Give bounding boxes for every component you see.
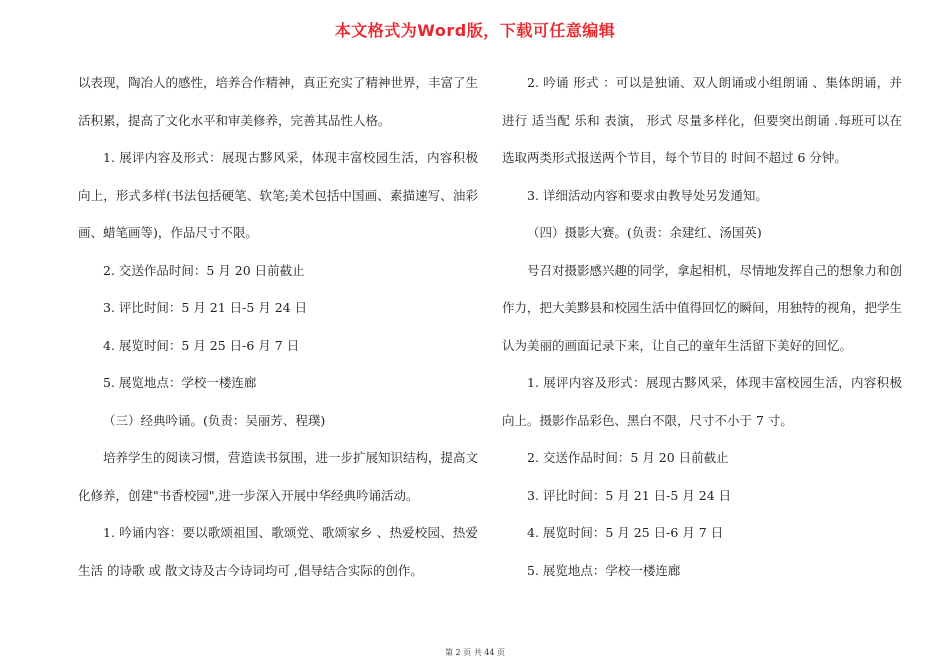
paragraph: 5. 展览地点：学校一楼连廊 — [103, 375, 257, 390]
document-banner-title: 本文格式为Word版，下载可任意编辑 — [334, 21, 616, 40]
paragraph: 培养学生的阅读习惯，营造读书氛围，进一步扩展知识结构，提高文化修养，创建"书香校园",进一步深入开展中华经典吟诵活动。 — [78, 450, 479, 503]
paragraph: 4. 展览时间：5 月 25 日-6 月 7 日 — [103, 337, 300, 353]
paragraph: 4. 展览时间：5 月 25 日-6 月 7 日 — [527, 525, 724, 540]
paragraph: 号召对摄影感兴趣的同学，拿起相机，尽情地发挥自己的想象力和创作力，把大美黟县和校园生活中值得回忆的瞬间，用独特的视角，把学生认为美丽的画面记录下来，让自己的童年生活留下美好的回忆。 — [502, 262, 903, 353]
paragraph: 3. 详细活动内容和要求由教导处另发通知。 — [527, 187, 768, 203]
section-heading: （四）摄影大赛。(负责：余建红、汤国英) — [527, 225, 762, 240]
left-column — [78, 64, 478, 589]
paragraph: 3. 评比时间：5 月 21 日-5 月 24 日 — [103, 300, 308, 315]
paragraph: 2. 交送作品时间：5 月 20 日前截止 — [103, 262, 305, 278]
section-heading: （三）经典吟诵。(负责：吴丽芳、程璞) — [103, 412, 326, 428]
paragraph: 1. 展评内容及形式：展现古黟风采，体现丰富校园生活，内容积极向上，形式多样(书法包括硬笔、软笔;美术包括中国画、素描速写、油彩画、蜡笔画等)，作品尺寸不限。 — [78, 150, 478, 240]
paragraph: 以表现，陶冶人的感性，培养合作精神，真正充实了精神世界，丰富了生活积累，提高了文化水平和审美修养，完善其品性人格。 — [78, 75, 479, 128]
paragraph: 2. 交送作品时间：5 月 20 日前截止 — [527, 450, 729, 465]
paragraph: 1. 吟诵内容：要以歌颂祖国、歌颂党、歌颂家乡 、热爱校园、热爱生活 的诗歌 或 散文诗及古今诗词均可 ,倡导结合实际的创作。 — [78, 525, 478, 578]
paragraph: 5. 展览地点：学校一楼连廊 — [527, 562, 681, 578]
paragraph: 2. 吟诵 形式 ：可以是独诵、双人朗诵或小组朗诵 、集体朗诵，并进行 适当配 乐和 表演， 形式 尽量多样化，但要突出朗诵 .每班可以在选取两类形式报送两个节目，每个节目的 时间不超过 6 分钟。 — [502, 75, 902, 165]
paragraph: 1. 展评内容及形式：展现古黟风采，体现丰富校园生活，内容积极向上。摄影作品彩色、黑白不限，尺寸不小于 7 寸。 — [502, 375, 902, 428]
right-column — [502, 64, 902, 589]
page-number: 第 2 页 共 44 页 — [445, 648, 505, 657]
paragraph: 3. 评比时间：5 月 21 日-5 月 24 日 — [527, 487, 732, 503]
